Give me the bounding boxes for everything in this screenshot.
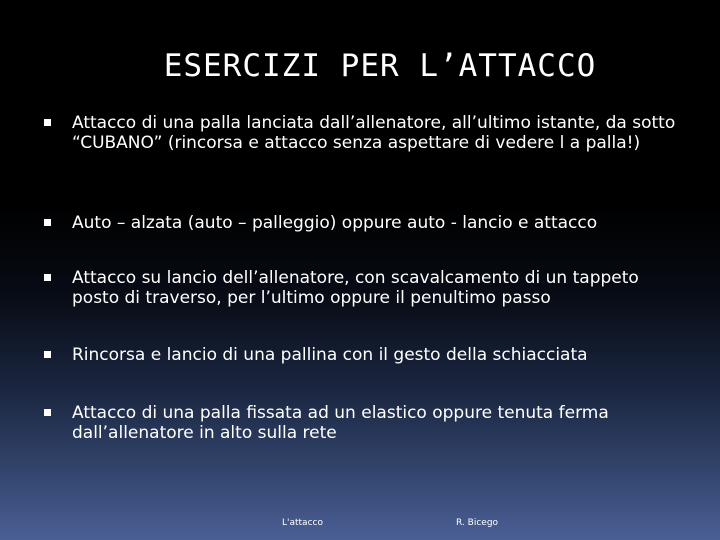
bullet-item — [44, 113, 684, 153]
square-bullet-icon — [44, 274, 51, 281]
footer-topic: L'attacco — [282, 518, 323, 528]
slide-title: ESERCIZI PER L’ATTACCO — [163, 48, 597, 84]
bullet-text: Auto – alzata (auto – palleggio) oppure auto - lancio e attacco — [72, 213, 598, 233]
bullet-item — [44, 403, 684, 443]
square-bullet-icon — [44, 351, 51, 358]
bullet-text: Attacco di una palla lanciata dall’allenatore, all’ultimo istante, da sotto “CUBANO” (rincorsa e attacco senza aspettare di vedere l a palla!) — [72, 113, 676, 153]
square-bullet-icon — [44, 409, 51, 416]
square-bullet-icon — [44, 119, 51, 126]
bullet-item — [44, 345, 588, 365]
bullet-text: Rincorsa e lancio di una pallina con il gesto della schiacciata — [72, 345, 588, 365]
bullet-item — [44, 268, 684, 308]
bullet-text: Attacco su lancio dell’allenatore, con scavalcamento di un tappeto posto di traverso, per l’ultimo oppure il penultimo passo — [72, 268, 639, 308]
bullet-item — [44, 213, 597, 233]
bullet-text: Attacco di una palla fissata ad un elastico oppure tenuta ferma dall’allenatore in alto sulla rete — [72, 403, 609, 443]
footer-author: R. Bicego — [456, 518, 499, 528]
square-bullet-icon — [44, 219, 51, 226]
